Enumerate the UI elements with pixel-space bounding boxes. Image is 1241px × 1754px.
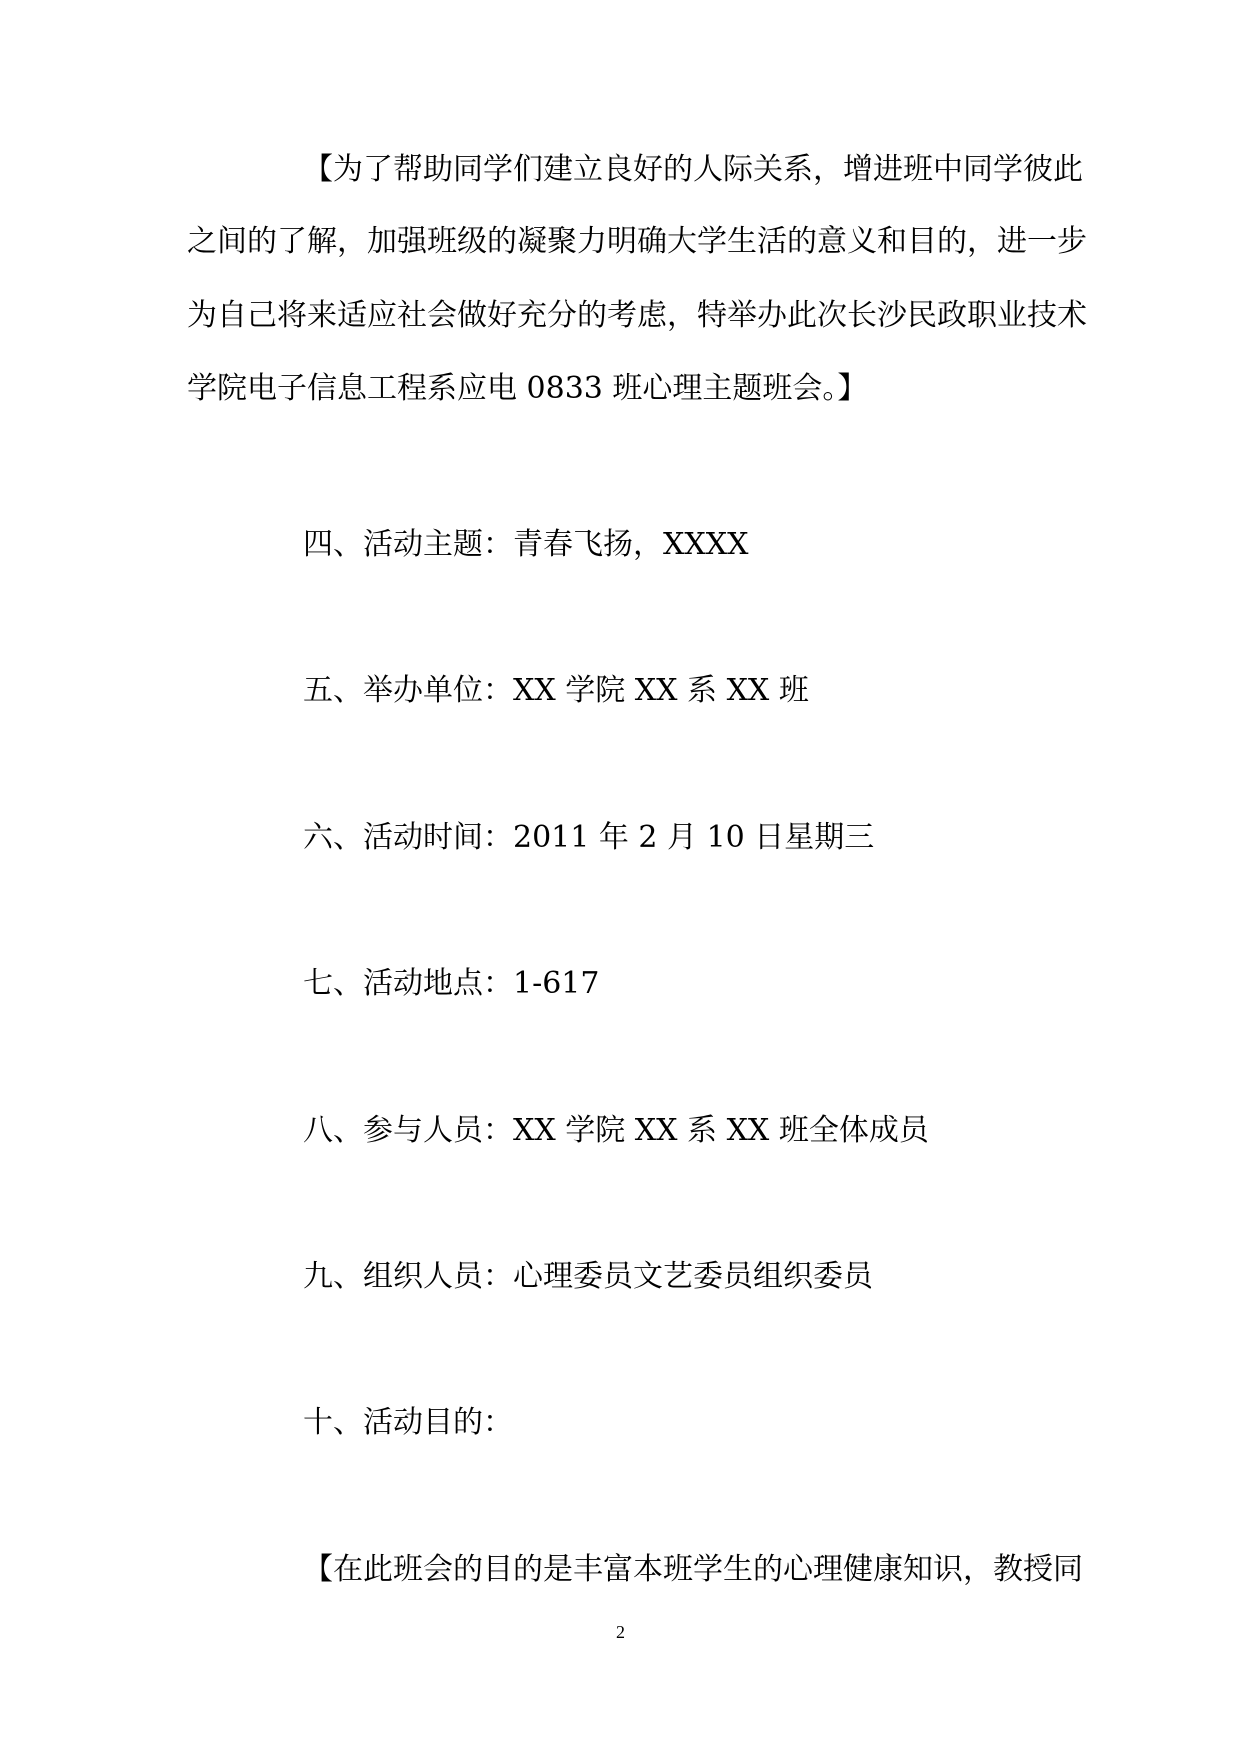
page-number: 2 — [616, 1622, 625, 1642]
paragraph-line: 之间的了解，加强班级的凝聚力明确大学生活的意义和目的，进一步 — [187, 224, 1087, 259]
list-item-time: 六、活动时间：2011 年 2 月 10 日星期三 — [303, 820, 875, 855]
list-item-staff: 九、组织人员：心理委员文艺委员组织委员 — [303, 1259, 873, 1294]
list-item-participants: 八、参与人员：XX 学院 XX 系 XX 班全体成员 — [303, 1113, 929, 1148]
paragraph-line: 学院电子信息工程系应电 0833 班心理主题班会。】 — [187, 371, 868, 406]
list-item-theme: 四、活动主题：青春飞扬，XXXX — [303, 527, 749, 562]
list-item-organizer: 五、举办单位：XX 学院 XX 系 XX 班 — [303, 673, 809, 708]
list-item-purpose: 十、活动目的： — [303, 1405, 513, 1440]
list-item-location: 七、活动地点：1-617 — [303, 966, 600, 1001]
paragraph-line: 【为了帮助同学们建立良好的人际关系，增进班中同学彼此 — [303, 152, 1083, 187]
paragraph-line: 【在此班会的目的是丰富本班学生的心理健康知识，教授同 — [303, 1552, 1083, 1587]
paragraph-line: 为自己将来适应社会做好充分的考虑，特举办此次长沙民政职业技术 — [187, 298, 1087, 333]
